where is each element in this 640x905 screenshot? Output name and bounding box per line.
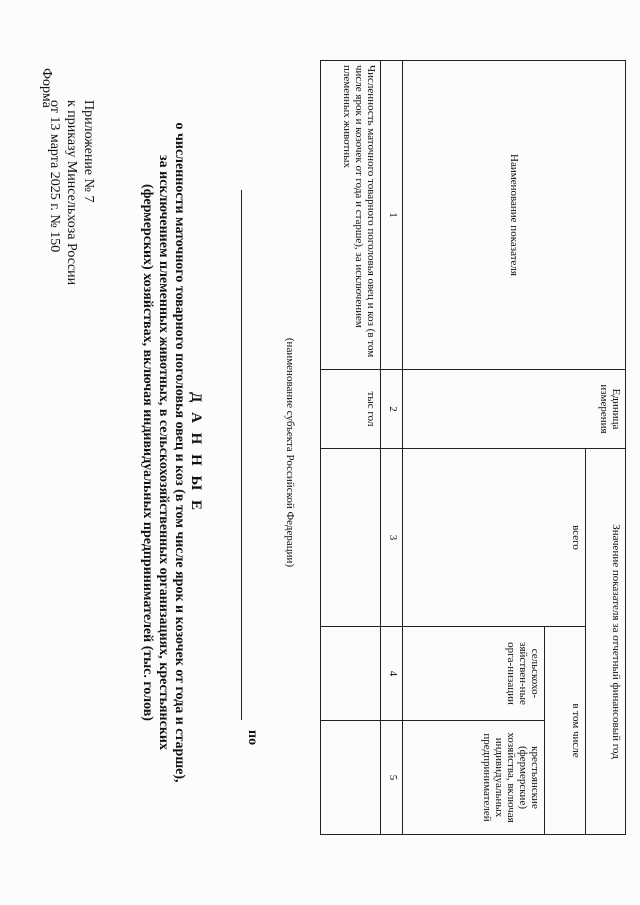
document-heading: Д А Н Н Ы Е (188, 392, 204, 513)
header-agri-orgs: сельскохо-зяйствен-ные орга-низации (403, 627, 545, 721)
header-indicator: Наименование показателя (403, 61, 626, 370)
subject-blank-line (241, 190, 242, 720)
row-unit: тыс гол (321, 370, 381, 449)
appendix-line-3: от 13 марта 2025 г. № 150 (47, 100, 62, 253)
header-total: всего (403, 449, 586, 627)
form-label: Форма (39, 68, 54, 108)
title-line-3: (фермерских) хозяйствах, включая индивидуальных предпринимателей (тыс. голов) (140, 184, 155, 721)
row-farms-value[interactable] (321, 721, 381, 835)
subject-row (230, 170, 260, 770)
subject-prefix: по (245, 730, 260, 746)
title-line-2: за исключением племенных животных, в сельскохозяйственных организациях, крестьянских (156, 155, 171, 750)
header-value-group: Значение показателя за отчетный финансовый год (585, 449, 625, 835)
title-line-1: о численности маточного товарного поголовья овец и коз (в том числе ярок и козочек от года и старше), (172, 122, 187, 783)
header-unit: Единица измерения (403, 370, 626, 449)
document-title (139, 0, 187, 905)
row-agri-orgs-value[interactable] (321, 627, 381, 721)
header-farms: крестьянские (фермерские) хозяйства, включая индивидуальных предпринимателей (403, 721, 545, 835)
header-including: в том числе (545, 627, 585, 835)
appendix-block (46, 100, 97, 400)
col-number-3: 3 (381, 449, 403, 627)
subject-caption: (наименование субъекта Российской Федерации) (284, 337, 296, 568)
appendix-line-2: к приказу Минсельхоза России (64, 100, 79, 286)
col-number-2: 2 (381, 370, 403, 449)
col-number-5: 5 (381, 721, 403, 835)
row-indicator: Численность маточного товарного поголовья овец и коз (в том числе ярок и козочек от года и старше), за исключением племенных животных (321, 61, 381, 370)
row-total-value[interactable] (321, 449, 381, 627)
data-table (320, 60, 626, 835)
col-number-4: 4 (381, 627, 403, 721)
col-number-1: 1 (381, 61, 403, 370)
appendix-line-1: Приложение № 7 (81, 100, 96, 203)
